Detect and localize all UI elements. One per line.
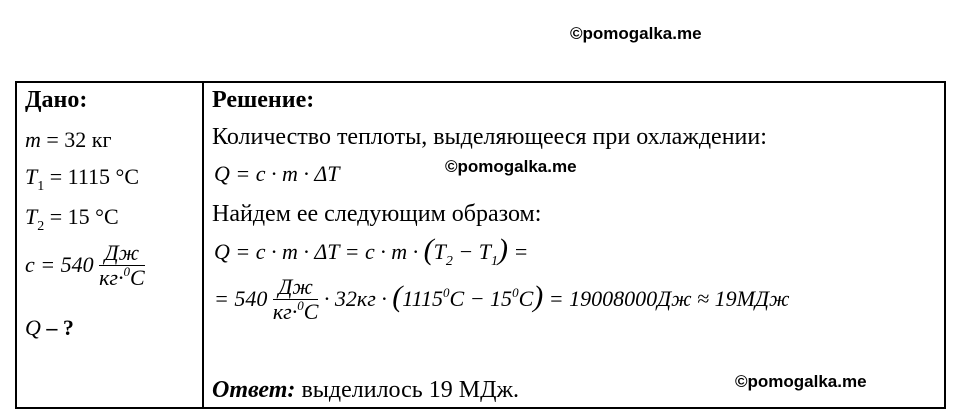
answer-line bbox=[212, 377, 519, 404]
mass-symbol: m bbox=[25, 127, 41, 152]
t2-subscript: 2 bbox=[37, 219, 45, 234]
t1-value: = 1115 °C bbox=[44, 164, 139, 189]
t1-symbol: T bbox=[25, 164, 38, 189]
solution-header: Решение: bbox=[212, 87, 315, 113]
watermark-bottom: ©pomogalka.me bbox=[735, 372, 867, 391]
formula-3: = 540 $\frac{Дж}{кг\cdot^0C}$ · $32кг \cdot (1115^0C - 15^0C) = 19008000Дж \approx 19МДж$ bbox=[214, 275, 789, 327]
answer-text: выделилось 19 МДж. bbox=[295, 377, 520, 403]
formula-1: Q = c · m · ΔT bbox=[214, 161, 340, 186]
given-header: Дано: bbox=[25, 87, 88, 113]
t2-symbol: T bbox=[25, 204, 38, 229]
given-mass bbox=[25, 127, 112, 153]
c-lhs: c = 540 bbox=[25, 252, 94, 278]
given-specific-heat bbox=[25, 241, 145, 293]
formula3-fraction: $\frac{Дж}{кг\cdot^0C}$ bbox=[272, 274, 319, 324]
watermark-middle: ©pomogalka.me bbox=[445, 157, 577, 176]
c-fraction bbox=[99, 241, 145, 293]
c-denominator: кг·$^0$C bbox=[99, 264, 145, 290]
watermark-top: ©pomogalka.me bbox=[570, 24, 702, 43]
given-t1 bbox=[25, 164, 139, 194]
given-t2 bbox=[25, 204, 119, 234]
column-divider bbox=[202, 83, 204, 407]
answer-label: Ответ: bbox=[212, 377, 296, 403]
mass-value: = 32 кг bbox=[40, 127, 112, 152]
given-unknown bbox=[25, 315, 74, 341]
q-question: – ? bbox=[40, 315, 74, 340]
solution-table bbox=[15, 81, 946, 409]
t2-value: = 15 °C bbox=[44, 204, 119, 229]
t1-subscript: 1 bbox=[37, 179, 45, 194]
c-numerator: Дж bbox=[99, 241, 145, 266]
solution-line2: Найдем ее следующим образом: bbox=[212, 201, 542, 227]
q-symbol: Q bbox=[25, 315, 41, 340]
formula-2: $Q = c \cdot m \cdot \Delta T = c \cdot m \cdot (T_2 - T_1)$ = bbox=[214, 233, 529, 269]
solution-line1: Количество теплоты, выделяющееся при охлаждении: bbox=[212, 124, 767, 150]
